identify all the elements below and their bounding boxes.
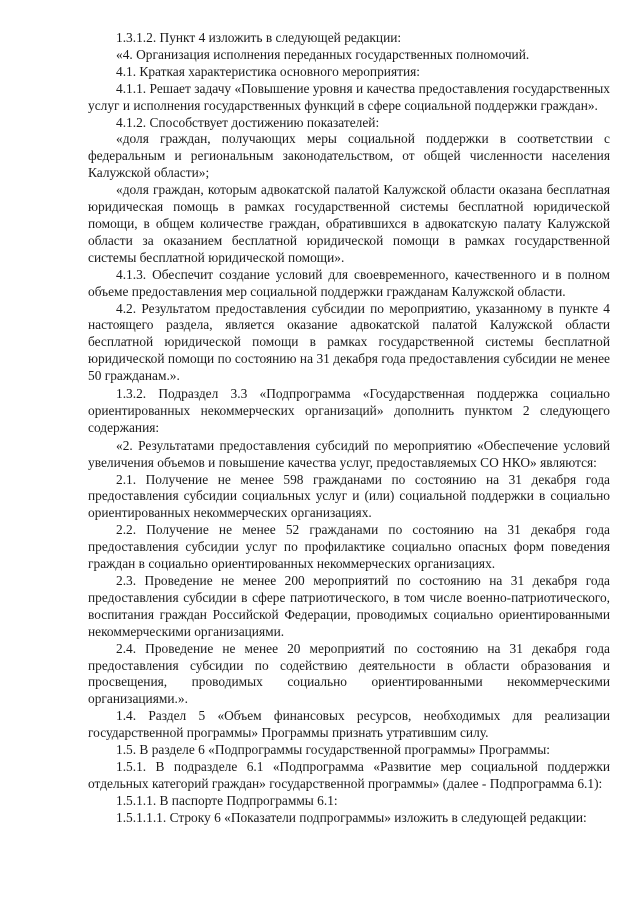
paragraph-11: «2. Результатами предоставления субсидий по мероприятию «Обеспечение условий увеличения объемов и повышение качества услуг, предоставляемых СО НКО» являются: [88,437,610,470]
paragraph-17: 1.5. В разделе 6 «Подпрограммы государственной программы» Программы: [116,742,550,758]
paragraph-20: 1.5.1.1.1. Строку 6 «Показатели подпрограммы» изложить в следующей редакции: [116,809,587,825]
paragraph-8: 4.1.3. Обеспечит создание условий для своевременного, качественного и в полном объеме предоставления мер социальной поддержки гражданам Калужской области. [88,266,610,299]
paragraph-2: «4. Организация исполнения переданных государственных полномочий. [116,46,530,62]
paragraph-14: 2.3. Проведение не менее 200 мероприятий по состоянию на 31 декабря года предоставления субсидии в сфере патриотического, в том числе военно-патриотического, воспитания граждан Российской Федерации, проводимых социально ориентированными некоммерческими организациями. [88,573,610,639]
paragraph-13: 2.2. Получение не менее 52 гражданами по состоянию на 31 декабря года предоставления субсидии услуг по профилактике социально опасных форм поведения граждан в социально ориентированных некоммерческих организациях. [88,522,610,572]
paragraph-9: 4.2. Результатом предоставления субсидии по мероприятию, указанному в пункте 4 настоящего раздела, является оказание адвокатской палатой Калужской области бесплатной юридической помощи в рамках государственной системы бесплатной юридической помощи по состоянию на 31 декабря года предоставления субсидии не менее 50 гражданам.». [88,300,610,384]
paragraph-3: 4.1. Краткая характеристика основного мероприятия: [116,63,421,79]
paragraph-7: «доля граждан, которым адвокатской палатой Калужской области оказана бесплатная юридическая помощь в рамках государственной системы бесплатной юридической помощи, в общем количестве граждан, обратившихся в адвокатскую палату Калужской области за оказанием бесплатной юридической помощи в рамках государственной системы бесплатной юридической помощи». [88,182,610,265]
paragraph-4: 4.1.1. Решает задачу «Повышение уровня и качества предоставления государственных услуг и исполнения государственных функций в сфере социальной поддержки граждан». [88,80,610,113]
paragraph-19: 1.5.1.1. В паспорте Подпрограммы 6.1: [116,792,338,808]
paragraph-16: 1.4. Раздел 5 «Объем финансовых ресурсов, необходимых для реализации государственной программы» Программы признать утратившим силу. [88,708,610,741]
paragraph-10: 1.3.2. Подраздел 3.3 «Подпрограмма «Государственная поддержка социально ориентированных некоммерческих организаций» дополнить пунктом 2 следующего содержания: [88,386,610,435]
paragraph-15: 2.4. Проведение не менее 20 мероприятий по состоянию на 31 декабря года предоставления субсидии по содействию деятельности в области образования и просвещения, проводимых социально ориентированными некоммерческими организациями.». [88,640,610,707]
paragraph-5: 4.1.2. Способствует достижению показателей: [116,114,380,130]
document-page [88,30,610,827]
paragraph-12: 2.1. Получение не менее 598 гражданами по состоянию на 31 декабря года предоставления субсидии социальных услуг и (или) социальной поддержки в социально ориентированных некоммерческих организациях. [88,471,610,521]
paragraph-1: 1.3.1.2. Пункт 4 изложить в следующей редакции: [116,30,402,45]
paragraph-6: «доля граждан, получающих меры социальной поддержки в соответствии с федеральным и региональным законодательством, от общей численности населения Калужской области»; [88,131,610,181]
paragraph-18: 1.5.1. В подразделе 6.1 «Подпрограмма «Развитие мер социальной поддержки отдельных категорий граждан» государственной программы» (далее - Подпрограмма 6.1): [88,758,610,791]
